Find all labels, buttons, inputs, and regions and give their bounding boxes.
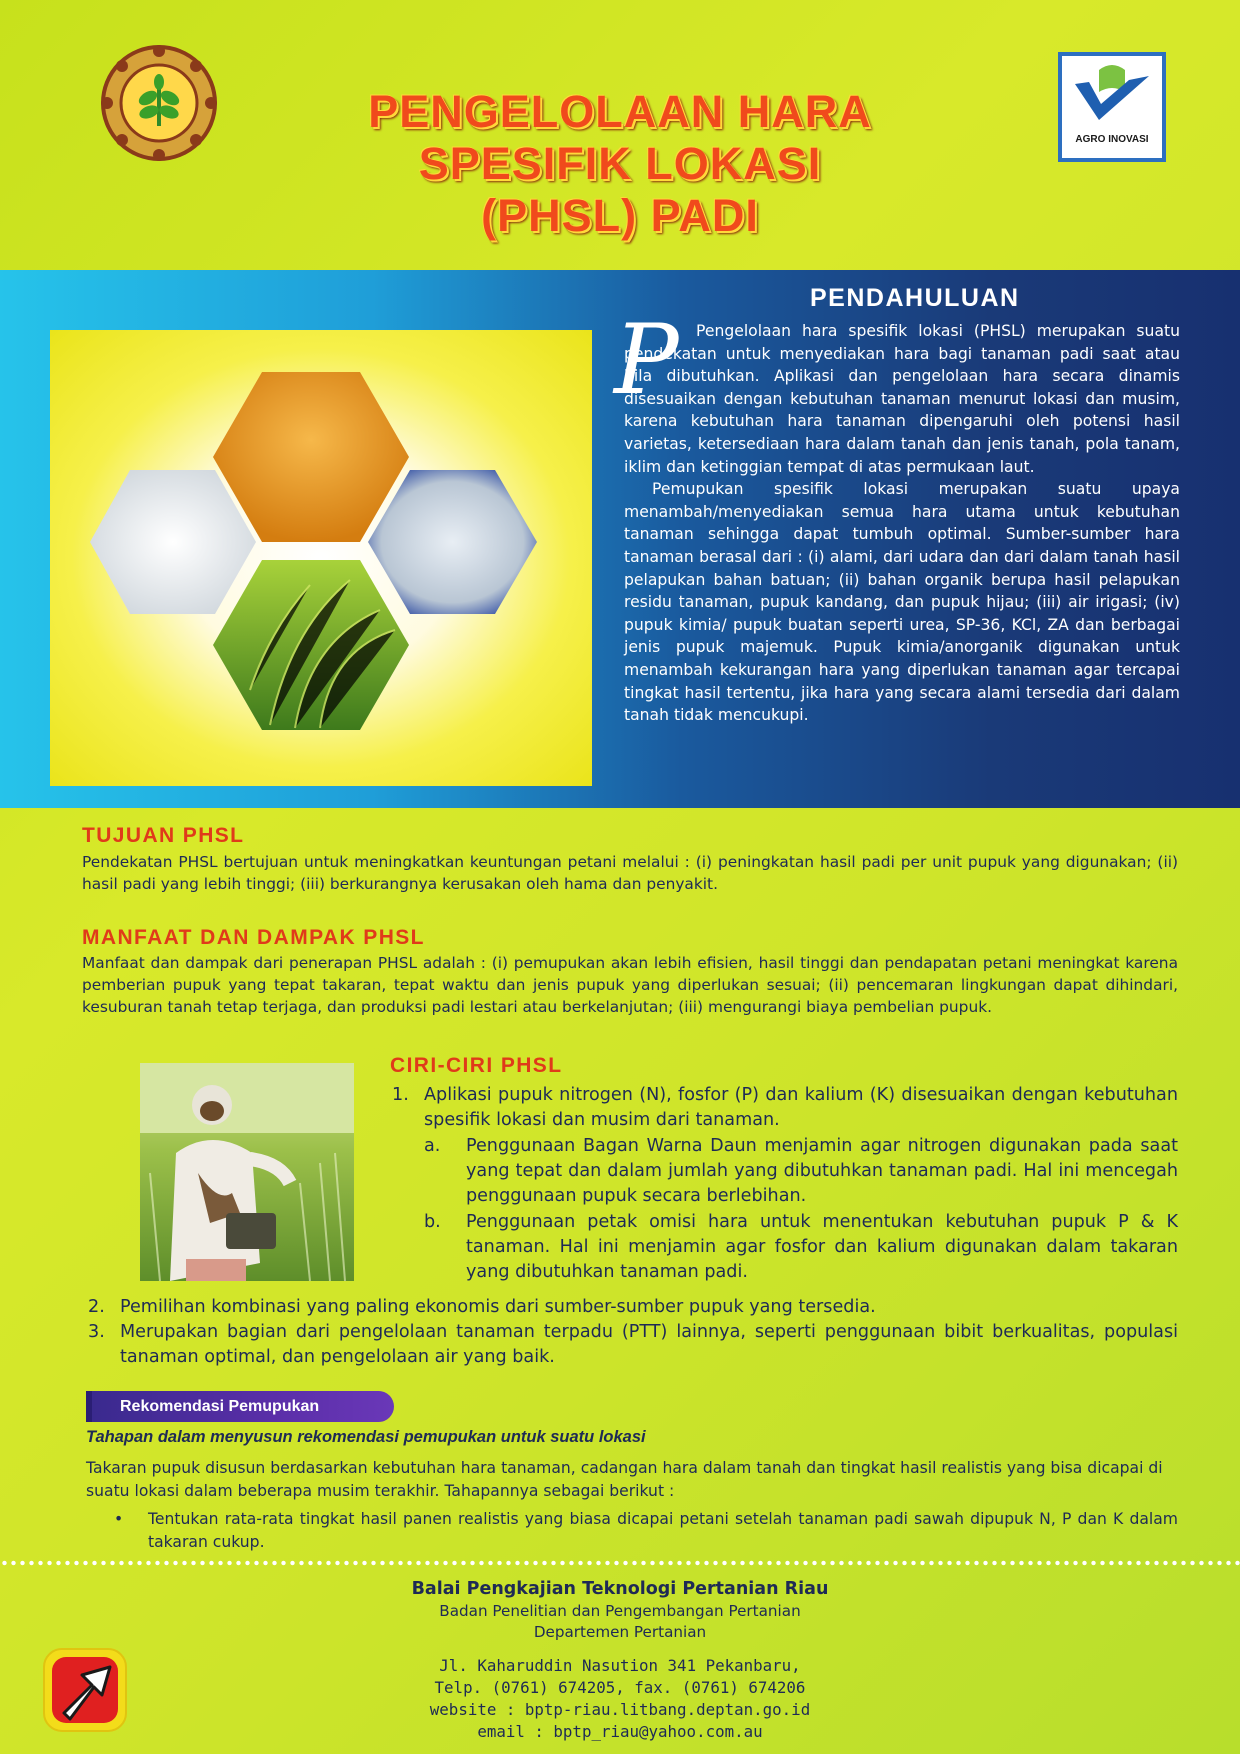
intro-body: [624, 320, 1180, 727]
rekomendasi-text: Takaran pupuk disusun berdasarkan kebutuhan hara tanaman, cadangan hara dalam tanah dan tingkat hasil realistis yang bisa dicapai di suatu lokasi dalam beberapa musim terakhir. Tahapannya sebagai berikut :: [86, 1459, 1163, 1500]
footer-website: website : bptp-riau.litbang.deptan.go.id: [429, 1700, 811, 1719]
rekomendasi-bullet-text: Tentukan rata-rata tingkat hasil panen realistis yang biasa dicapai petani setelah tanaman padi sawah dipupuk N, P dan K dalam takaran cukup.: [148, 1510, 1178, 1551]
page-title: [240, 86, 1000, 242]
ciri-item-2-num: 2.: [88, 1297, 105, 1317]
arrow-up-right-icon: [42, 1647, 128, 1733]
title-line-1: PENGELOLAAN HARA: [368, 86, 872, 137]
footer-phone: Telp. (0761) 674205, fax. (0761) 674206: [434, 1678, 806, 1697]
footer-email: email : bptp_riau@yahoo.com.au: [477, 1722, 763, 1741]
agro-inovasi-logo: [1058, 52, 1166, 162]
tujuan-text: Pendekatan PHSL bertujuan untuk meningkatkan keuntungan petani melalui : (i) peningkatan hasil padi per unit pupuk yang digunakan; (ii) hasil padi yang lebih tinggi; (iii) berkurangnya kerusakan oleh hama dan penyakit.: [82, 853, 1178, 893]
footer-dept-1: Badan Penelitian dan Pengembangan Pertanian: [439, 1602, 801, 1620]
footer-address: Jl. Kaharuddin Nasution 341 Pekanbaru,: [439, 1656, 801, 1675]
manfaat-title: MANFAAT DAN DAMPAK PHSL: [82, 926, 425, 949]
tujuan-title: TUJUAN PHSL: [82, 824, 245, 847]
ciri-item-3-num: 3.: [88, 1322, 105, 1342]
ciri-item-a-text: Penggunaan Bagan Warna Daun menjamin agar nitrogen digunakan pada saat yang tepat dan dalam jumlah yang dibutuhkan tanaman padi. Hal ini mencegah penggunaan pupuk secara berlebihan.: [466, 1136, 1178, 1206]
intro-heading: PENDAHULUAN: [810, 284, 1020, 312]
ciri-item-1-num: 1.: [392, 1085, 409, 1105]
title-line-2: SPESIFIK LOKASI: [418, 138, 822, 189]
ciri-item-3-text: Merupakan bagian dari pengelolaan tanaman terpadu (PTT) lainnya, seperti penggunaan bibit berkualitas, populasi tanaman optimal, dan pengelolaan air yang baik.: [120, 1322, 1178, 1367]
intro-paragraph-2: Pemupukan spesifik lokasi merupakan suatu upaya menambah/menyediakan semua hara utama untuk kebutuhan tanaman sehingga dapat tumbuh optimal. Sumber-sumber hara tanaman berasal dari : (i) alami, dari udara dan dari dalam tanah hasil pelapukan bahan batuan; (ii) bahan organik berupa hasil pelapukan residu tanaman, pupuk kandang, dan pupuk hijau; (iii) air irigasi; (iv) pupuk kimia/ pupuk buatan seperti urea, SP-36, KCl, ZA dan berbagai jenis pupuk majemuk. Pupuk kimia/anorganik digunakan untuk menambah kekurangan hara yang diperlukan tanaman agar tercapai tingkat hasil tertentu, jika hara yang secara alami tersedia dari dalam tanah tidak mencukupi.: [624, 480, 1180, 725]
hexagon-collage-image: [50, 330, 592, 786]
ciri-item-b-num: b.: [424, 1212, 441, 1232]
granule-fertilizer-hex: [368, 470, 537, 614]
rekomendasi-badge: Rekomendasi Pemupukan: [86, 1391, 394, 1422]
footer-org: Balai Pengkajian Teknologi Pertanian Riau: [411, 1579, 829, 1599]
ciri-item-a-num: a.: [424, 1136, 441, 1156]
title-line-3: (PHSL) PADI: [481, 190, 759, 241]
intro-paragraph-1: Pengelolaan hara spesifik lokasi (PHSL) merupakan suatu pendekatan untuk menyediakan hara bagi tanaman padi saat atau bila dibutuhkan. Aplikasi dan pengelolaan hara secara dinamis disesuaikan dengan kebutuhan tanaman menurut lokasi dan musim, karena kebutuhan hara tanaman dipengaruhi oleh potensi hasil varietas, ketersediaan hara dalam tanah dan jenis tanah, pola tanam, iklim dan ketinggian tempat di atas permukaan laut.: [624, 322, 1180, 476]
fertilizer-collage: [50, 330, 592, 786]
footer: [320, 1577, 920, 1743]
ciri-item-1-text: Aplikasi pupuk nitrogen (N), fosfor (P) dan kalium (K) disesuaikan dengan kebutuhan spesifik lokasi dan musim dari tanaman.: [424, 1085, 1178, 1130]
agro-inovasi-icon: [1069, 62, 1155, 132]
farmer-photo: [140, 1063, 354, 1281]
dotted-divider: [0, 1560, 1240, 1566]
orange-fertilizer-hex: [213, 372, 409, 542]
footer-dept-2: Departemen Pertanian: [533, 1623, 707, 1641]
manfaat-text: Manfaat dan dampak dari penerapan PHSL adalah : (i) pemupukan akan lebih efisien, hasil tinggi dan pendapatan petani meningkat karena pemberian pupuk yang tepat takaran, tepat waktu dan jenis pupuk yang diperlukan sesuai; (ii) pencemaran lingkungan dapat dihindari, kesuburan tanah tetap terjaga, dan produksi padi lestari atau berkelanjutan; (iii) mengurangi biaya pembelian pupuk.: [82, 954, 1178, 1016]
ciri-item-2-text: Pemilihan kombinasi yang paling ekonomis dari sumber-sumber pupuk yang tersedia.: [120, 1297, 876, 1317]
ministry-emblem-icon: [100, 44, 218, 162]
rekomendasi-subtitle: Tahapan dalam menyusun rekomendasi pemupukan untuk suatu lokasi: [86, 1428, 646, 1446]
agro-inovasi-label: AGRO INOVASI: [1075, 134, 1149, 145]
white-fertilizer-hex: [90, 470, 256, 614]
bullet-dot: •: [114, 1510, 124, 1528]
ciri-item-b-text: Penggunaan petak omisi hara untuk menentukan kebutuhan pupuk P & K tanaman. Hal ini menjamin agar fosfor dan kalium digunakan dalam takaran yang dibutuhkan tanaman padi.: [466, 1212, 1178, 1282]
dropcap-letter: P: [614, 304, 679, 416]
ciri-title: CIRI-CIRI PHSL: [390, 1054, 563, 1077]
